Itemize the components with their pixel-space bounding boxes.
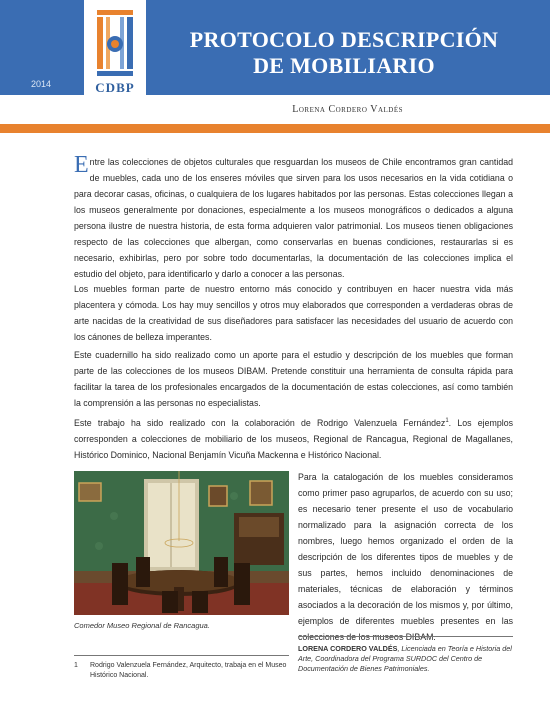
bio-description: , Licenciada en Teoría e Historia del Arte, Coordinadora del Programa SURDOC del Centro de Documentación de Bienes Patrimoniales.	[298, 644, 512, 673]
header-band	[0, 0, 550, 95]
paragraph-4-text-b: . Los ejemplos corresponden a colecciones de mobiliario de los museos, Regional de Rancagua, Regional de Magallanes, Histórico Dominico, Nacional Benjamín Vicuña Mackenna e Histórico Nacional.	[74, 417, 513, 460]
photo-caption: Comedor Museo Regional de Rancagua.	[74, 621, 210, 630]
footnote-ref: 1	[445, 418, 449, 424]
year-label: 2014	[31, 79, 52, 89]
footnote	[74, 661, 289, 681]
bio-divider	[298, 636, 513, 637]
paragraph-1-text: ntre las colecciones de objetos culturales que resguardan los museos de Chile encontramos gran cantidad de muebles, cada uno de los enseres móviles que sirven para los usos necesarios en la vida cotidiana o para decorar casas, oficinas, o cualquiera de los lugares habitados por las personas. Estas colecciones llegan a los museos generalmente por donaciones, especialmente a los museos monográficos o dedicados a alguna persona ilustre de nuestra historia, de esta forma adquieren valor patrimonial. Los museos tienen obligaciones respecto de las colecciones que albergan, como conservarlas en buenas condiciones, restaurarlas si es necesario, exhibirlas, pero por sobre todo documentarlas, la documentación de las colecciones implica el estudio del objeto, para identificarlo y darlo a conocer a las personas.	[74, 157, 513, 279]
paragraph-3: Este cuadernillo ha sido realizado como un aporte para el estudio y descripción de los muebles que forman parte de las colecciones de los museos DIBAM. Pretende constituir una herramienta de consulta rápida para facilitar la tarea de los profesionales encargados de la documentación de estas colecciones, así como también la comprensión a las personas no especialistas.	[74, 350, 513, 408]
author-bio	[298, 644, 513, 674]
footnote-number: 1	[74, 662, 78, 669]
page-title	[160, 27, 528, 79]
footnote-text: Rodrigo Valenzuela Fernández, Arquitecto, trabaja en el Museo Histórico Nacional.	[90, 662, 287, 679]
museum-logo-icon	[93, 8, 137, 80]
paragraph-4-text-a: Este trabajo ha sido realizado con la colaboración de Rodrigo Valenzuela Fernández	[74, 417, 446, 428]
paragraph-4	[74, 413, 513, 463]
bio-name: LORENA CORDERO VALDÉS	[298, 644, 398, 653]
logo-text: CDBP	[95, 80, 135, 95]
cdbp-logo	[84, 0, 146, 101]
paragraph-1	[74, 154, 513, 282]
title-line-1: PROTOCOLO DESCRIPCIÓN	[189, 27, 499, 52]
dining-room-photo	[74, 471, 289, 615]
drop-cap: E	[74, 152, 89, 178]
author-name: Lorena Cordero Valdés	[292, 104, 403, 115]
orange-divider	[0, 124, 550, 133]
paragraph-2: Los muebles forman parte de nuestro entorno más conocido y contribuyen en hacer nuestra vida más placentera y cómoda. Los hay muy sencillos y otros muy elaborados que corresponden a verdaderas obras de arte nacidas de la creatividad de sus diseñadores para satisfacer las necesidades del usuario de acuerdo con los cánones de belleza imperantes.	[74, 284, 513, 342]
side-paragraph: Para la catalogación de los muebles consideramos como primer paso agruparlos, de acuerdo con su uso; es necesario tener presente el uso de vocabulario normalizado para la asignación correcta de los nombres, luego hemos organizado el orden de la descripción de los diferentes tipos de muebles y de sus partes, hemos incluido denominaciones de materiales, técnicas de elaboración y términos asociados a la decoración de los mismos y, por último, ejemplos de diferentes muebles presentes en las colecciones de los museos DIBAM.	[298, 472, 513, 642]
title-line-2: DE MOBILIARIO	[253, 53, 435, 78]
footnote-divider	[74, 655, 289, 656]
